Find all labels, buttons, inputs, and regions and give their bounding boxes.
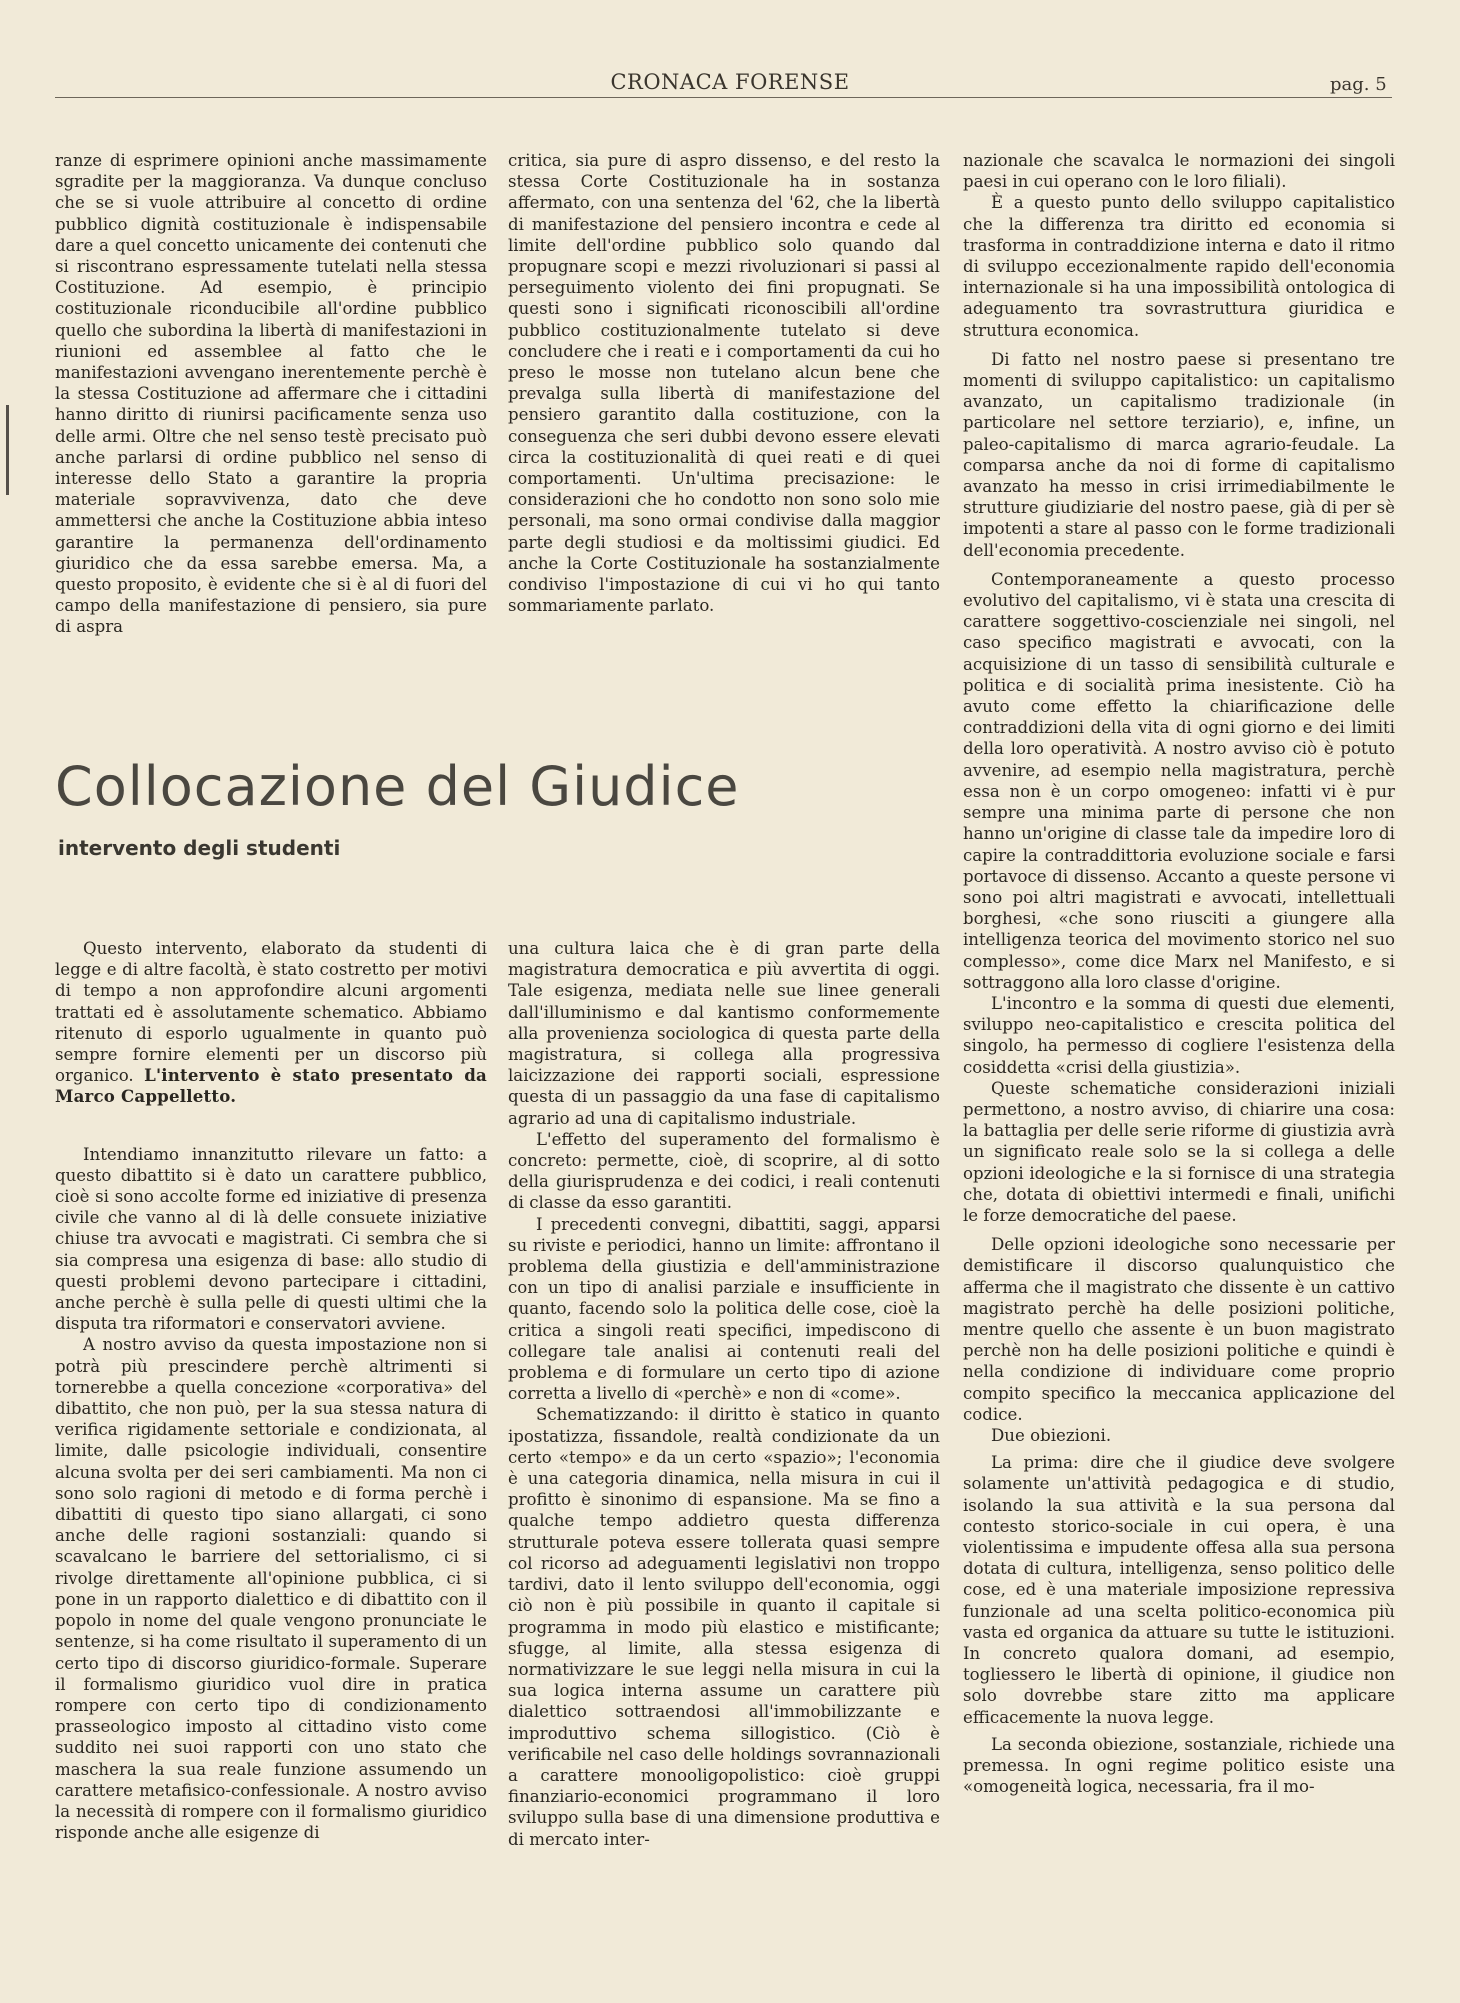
paragraph: I precedenti convegni, dibattiti, saggi, apparsi su riviste e periodici, hanno un limite: affrontano il problema della giustizia e dell'amministrazione con un tipo di analisi parziale e insufficiente in quanto, facendo solo la politica delle cose, cioè la critica a singoli reati specifici, impediscono di collegare tale analisi ai contenuti reali del problema e di formulare un certo tipo di azione corretta a livello di «perchè» e non di «come».	[508, 1214, 940, 1404]
article-column-2	[508, 938, 940, 1850]
paragraph: L'incontro e la somma di questi due elementi, sviluppo neo-capitalistico e crescita politica del singolo, ha permesso di cogliere l'esistenza della cosiddetta «crisi della giustizia».	[963, 993, 1395, 1077]
paragraph: La prima: dire che il giudice deve svolgere solamente un'attività pedagogica e di studio, isolando la sua attività e la sua persona dal contesto storico-sociale in cui opera, è una violentissima e impudente offesa alla sua persona dotata di cultura, intelligenza, senso politico delle cose, ed è una materiale imposizione repressiva funzionale ad una scelta politico-economica più vasta ed organica da attuare su tutte le istituzioni. In concreto qualora domani, ad esempio, togliessero le libertà di opinione, il giudice non solo dovrebbe stare zitto ma applicare efficacemente la nuova legge.	[963, 1453, 1395, 1727]
article-column-1	[55, 938, 487, 1843]
page-number: pag. 5	[1330, 74, 1387, 95]
paragraph: Queste schematiche considerazioni iniziali permettono, a nostro avviso, di chiarire una cosa: la battaglia per delle serie riforme di giustizia avrà un significato reale solo se la si collega a delle opzioni ideologiche e la si fornisce di una strategia che, dotata di obiettivi intermedi e finali, unifichi le forze democratiche del paese.	[963, 1078, 1395, 1225]
paragraph: Delle opzioni ideologiche sono necessarie per demistificare il discorso qualunquistico che afferma che il magistrato che dissente è un cattivo magistrato perchè ha delle posizioni politiche, mentre quello che assente è un buon magistrato perchè non ha delle posizioni politiche e quindi è nella condizione di individuare come proprio compito specifico la meccanica applicazione del codice.	[963, 1235, 1395, 1424]
header-rule	[55, 97, 1392, 98]
paragraph: La seconda obiezione, sostanziale, richiede una premessa. In ogni regime politico esiste una «omogeneità logica, necessaria, fra il mo-	[963, 1734, 1395, 1797]
paragraph: ranze di esprimere opinioni anche massimamente sgradite per la maggioranza. Va dunque concluso che se si vuole attribuire al concetto di ordine pubblico dignità costituzionale è indispensabile dare a quel concetto unicamente dei contenuti che si riscontrano espressamente tutelati nella stessa Costituzione. Ad esempio, è principio costituzionale riconducibile all'ordine pubblico quello che subordina la libertà di manifestazioni in riunioni ed assemblee al fatto che le manifestazioni avvengano inerentemente perchè è la stessa Costituzione ad affermare che i cittadini hanno diritto di riunirsi pacificamente senza uso delle armi. Oltre che nel senso testè precisato può anche parlarsi di ordine pubblico nel senso di interesse dello Stato a garantire la propria materiale sopravvivenza, dato che deve ammettersi che anche la Costituzione abbia inteso garantire la permanenza dell'ordinamento giuridico che da essa sarebbe emersa. Ma, a questo proposito, è evidente che si è al di fuori del campo della manifestazione di pensiero, sia pure di aspra	[55, 151, 487, 637]
right-column	[963, 150, 1395, 1797]
paragraph: nazionale che scavalca le normazioni dei singoli paesi in cui operano con le loro filiali).	[963, 151, 1395, 192]
paragraph: A nostro avviso da questa impostazione non si potrà più prescindere perchè altrimenti si tornerebbe a quella concezione «corporativa» del dibattito, che non può, per la sua stessa natura di verifica rigidamente settoriale e condizionata, al limite, dalle psicologie individuali, consentire alcuna svolta per dei seri cambiamenti. Ma non ci sono solo ragioni di metodo e di forma perchè i dibattiti di questo tipo siano allargati, ci sono anche delle ragioni sostanziali: quando si scavalcano le barriere del settorialismo, ci si rivolge direttamente all'opinione pubblica, ci si pone in un rapporto dialettico e di dibattito con il popolo in nome del quale vengono pronunciate le sentenze, si ha come risultato il superamento di un certo tipo di discorso giuridico-formale. Superare il formalismo giuridico vuol dire in pratica rompere con certo tipo di condizionamento prasseologico imposto al cittadino visto come suddito nei suoi rapporti con uno stato che maschera la sua reale funzione assumendo un carattere metafisico-confessionale. A nostro avviso la necessità di rompere con il formalismo giuridico risponde anche alle esigenze di	[55, 1335, 487, 1843]
top-column-2	[508, 150, 940, 616]
paragraph: Due obiezioni.	[991, 1425, 1112, 1445]
intro-paragraph	[55, 938, 487, 1108]
margin-mark	[6, 405, 9, 495]
paragraph: Schematizzando: il diritto è statico in quanto ipostatizza, fissandole, realtà condizionate da un certo «tempo» e da un certo «spazio»; l'economia è una categoria dinamica, nella misura in cui il profitto è sinonimo di espansione. Ma se fino a qualche tempo addietro questa differenza strutturale poteva essere tollerata quasi sempre col ricorso ad adeguamenti legislativi non troppo tardivi, dato il lento sviluppo dell'economia, oggi ciò non è più possibile in quanto il capitale si programma in modo più elastico e mistificante; sfugge, al limite, alla stessa esigenza di normativizzare le sue leggi nella misura in cui la sua logica interna assume un carattere più dialettico sottraendosi all'immobilizzante e improduttivo schema sillogistico. (Ciò è verificabile nel caso delle holdings sovrannazionali a carattere monooligopolistico: cioè gruppi finanziario-economici programmano il loro sviluppo sulla base di una dimensione produttiva e di mercato inter-	[508, 1405, 940, 1849]
paragraph: Intendiamo innanzitutto rilevare un fatto: a questo dibattito si è dato un carattere pubblico, cioè si sono accolte forme ed iniziative di presenza civile che vanno al di là delle consuete iniziative chiuse tra avvocati e magistrati. Ci sembra che si sia compresa una esigenza di base: allo studio di questi problemi devono partecipare i cittadini, anche perchè è sulla pelle di questi ultimi che la disputa tra riformatori e conservatori avviene.	[55, 1144, 487, 1334]
top-column-1	[55, 150, 487, 638]
running-header: CRONACA FORENSE	[610, 70, 850, 94]
paragraph: Di fatto nel nostro paese si presentano tre momenti di sviluppo capitalistico: un capitalismo avanzato, un capitalismo tradizionale (in particolare nel settore terziario), e, infine, un paleo-capitalismo di marca agrario-feudale. La comparsa anche da noi di forme di capitalismo avanzato ha messo in crisi irrimediabilmente le strutture giudiziarie del nostro paese, già di per sè impotenti a stare al passo con le forme tradizionali dell'economia precedente.	[963, 349, 1395, 560]
paragraph: L'effetto del superamento del formalismo è concreto: permette, cioè, di scoprire, al di sotto della giurisprudenza e dei codici, i reali contenuti di classe da esso garantiti.	[508, 1129, 940, 1213]
article-subtitle: intervento degli studenti	[58, 836, 341, 860]
intro-text: Questo intervento, elaborato da studenti di legge e di altre facoltà, è stato costretto per motivi di tempo a non approfondire alcuni argomenti trattati ed è assolutamente schematico. Abbiamo ritenuto di esporlo ugualmente in quanto può sempre fornire elementi per un discorso più organico.	[55, 939, 487, 1086]
paragraph: una cultura laica che è di gran parte della magistratura democratica e più avvertita di oggi. Tale esigenza, mediata nelle sue linee generali dall'illuminismo e dal kantismo conformemente alla provenienza sociologica di questa parte della magistratura, si collega alla progressiva laicizzazione dei rapporti sociali, espressione questa di un passaggio da una fase di capitalismo agrario ad una di capitalismo industriale.	[508, 939, 940, 1128]
paragraph: Contemporaneamente a questo processo evolutivo del capitalismo, vi è stata una crescita di carattere soggettivo-coscienziale nei singoli, nel caso specifico magistrati e avvocati, con la acquisizione di un tasso di sensibilità culturale e politica e di socialità prima inesistente. Ciò ha avuto come effetto la chiarificazione delle contraddizioni della vita di ogni giorno e dei limiti della loro operatività. A nostro avviso ciò è potuto avvenire, ad esempio nella magistratura, perchè essa non è un corpo omogeneo: infatti vi è pur sempre una minima parte di persone che non hanno un'origine di classe tale da impedire loro di capire la contraddittoria evoluzione sociale e farsi portavoce di dissenso. Accanto a queste persone vi sono poi altri magistrati e avvocati, intellettuali borghesi, «che sono riusciti a giungere alla intelligenza teorica del movimento storico nel suo complesso», come dice Marx nel Manifesto, e si sottraggono alla loro classe d'origine.	[963, 569, 1395, 992]
paragraph: È a questo punto dello sviluppo capitalistico che la differenza tra diritto ed economia si trasforma in contraddizione interna e dato il ritmo di sviluppo eccezionalmente rapido dell'economia internazionale si ha una impossibilità ontologica di adeguamento tra sovrastruttura giuridica e struttura economica.	[963, 193, 1395, 340]
article-title: Collocazione del Giudice	[55, 755, 740, 818]
paragraph: critica, sia pure di aspro dissenso, e del resto la stessa Corte Costituzionale ha in sostanza affermato, con una sentenza del '62, che la libertà di manifestazione del pensiero incontra e cede al limite dell'ordine pubblico solo quando dal propugnare scopi e mezzi rivoluzionari si passi al perseguimento violento dei fini propugnati. Se questi sono i significati riconoscibili all'ordine pubblico costituzionalmente tutelato si deve concludere che i reati e i comportamenti da cui ho preso le mosse non tutelano alcun bene che prevalga sulla libertà di manifestazione del pensiero garantito dalla costituzione, con la conseguenza che seri dubbi devono essere elevati circa la costituzionalità di quei reati e di quei comportamenti. Un'ultima precisazione: le considerazioni che ho condotto non sono solo mie personali, ma sono ormai condivise dalla maggior parte degli studiosi e da moltissimi giudici. Ed anche la Corte Costituzionale ha sostanzialmente condiviso l'impostazione di cui vi ho qui tanto sommariamente parlato.	[508, 151, 940, 616]
intro-credit: L'intervento è stato presentato da Marco Cappelletto.	[55, 1065, 488, 1107]
